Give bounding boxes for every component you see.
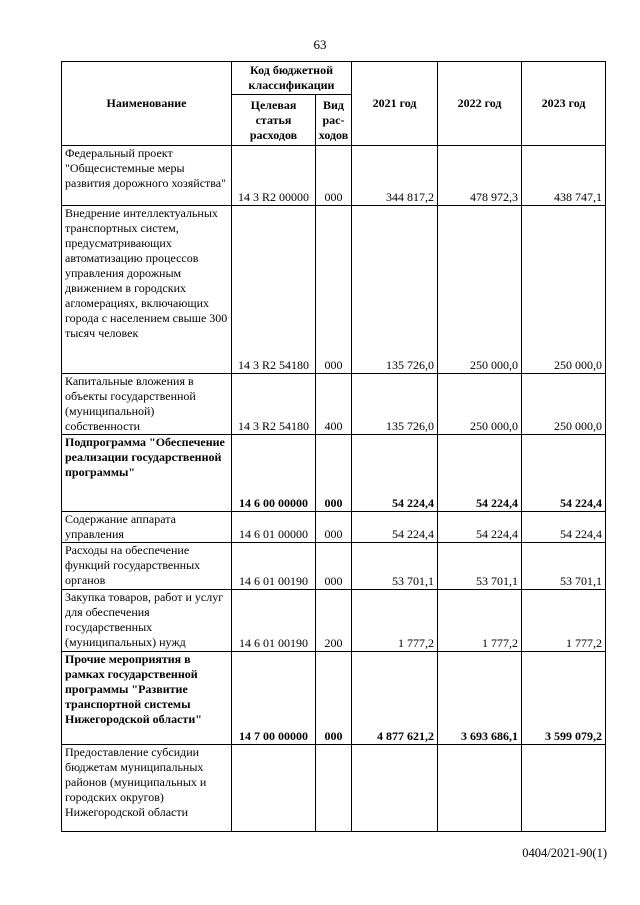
row-2021 xyxy=(352,745,438,832)
table-row xyxy=(62,745,606,832)
header-name: Наименование xyxy=(62,62,232,146)
header-kbk: Код бюджетной классификации xyxy=(232,62,352,95)
header-2021: 2021 год xyxy=(352,62,438,146)
row-vid: 000 xyxy=(316,652,352,745)
row-code: 14 6 00 00000 xyxy=(232,435,316,512)
row-2021: 135 726,0 xyxy=(352,374,438,435)
table-row xyxy=(62,543,606,590)
row-2021: 54 224,4 xyxy=(352,435,438,512)
row-name: Расходы на обеспечение функций государственных органов xyxy=(62,543,232,590)
row-2023: 53 701,1 xyxy=(522,543,606,590)
row-name: Федеральный проект "Общесистемные меры развития дорожного хозяйства" xyxy=(62,146,232,206)
row-2023: 3 599 079,2 xyxy=(522,652,606,745)
row-2023 xyxy=(522,745,606,832)
table-row xyxy=(62,512,606,543)
row-vid: 200 xyxy=(316,590,352,652)
table-row xyxy=(62,652,606,745)
row-2023: 250 000,0 xyxy=(522,374,606,435)
page-number: 63 xyxy=(313,37,327,52)
row-2022: 1 777,2 xyxy=(438,590,522,652)
row-code: 14 3 R2 54180 xyxy=(232,206,316,374)
row-2021: 135 726,0 xyxy=(352,206,438,374)
row-name: Закупка товаров, работ и услуг для обеспечения государственных (муниципальных) нужд xyxy=(62,590,232,652)
row-2022: 54 224,4 xyxy=(438,512,522,543)
row-2022: 3 693 686,1 xyxy=(438,652,522,745)
table-row xyxy=(62,206,606,374)
table-row xyxy=(62,146,606,206)
row-code: 14 3 R2 00000 xyxy=(232,146,316,206)
row-name: Внедрение интеллектуальных транспортных систем, предусматривающих автоматизацию процессов управления дорожным движением в городских агломерациях, включающих города с населением свыше 300 тысяч человек xyxy=(62,206,232,374)
row-vid: 400 xyxy=(316,374,352,435)
row-vid: 000 xyxy=(316,512,352,543)
table-row xyxy=(62,435,606,512)
row-code xyxy=(232,745,316,832)
row-2021: 53 701,1 xyxy=(352,543,438,590)
row-name: Подпрограмма "Обеспечение реализации государственной программы" xyxy=(62,435,232,512)
row-2021: 4 877 621,2 xyxy=(352,652,438,745)
table-row xyxy=(62,590,606,652)
row-name: Содержание аппарата управления xyxy=(62,512,232,543)
row-name: Предоставление субсидии бюджетам муниципальных районов (муниципальных и городских округов) Нижегородской области xyxy=(62,745,232,832)
header-2022: 2022 год xyxy=(438,62,522,146)
row-vid xyxy=(316,745,352,832)
row-2023: 54 224,4 xyxy=(522,435,606,512)
row-2022: 54 224,4 xyxy=(438,435,522,512)
row-2021: 344 817,2 xyxy=(352,146,438,206)
row-code: 14 6 01 00190 xyxy=(232,590,316,652)
budget-table xyxy=(61,61,606,832)
header-2023: 2023 год xyxy=(522,62,606,146)
row-2023: 54 224,4 xyxy=(522,512,606,543)
table-row xyxy=(62,374,606,435)
header-target: Целевая статья расходов xyxy=(232,95,316,146)
row-vid: 000 xyxy=(316,206,352,374)
header-vid: Вид рас-ходов xyxy=(316,95,352,146)
row-2023: 1 777,2 xyxy=(522,590,606,652)
row-vid: 000 xyxy=(316,543,352,590)
row-name: Капитальные вложения в объекты государственной (муниципальной) собственности xyxy=(62,374,232,435)
row-2022 xyxy=(438,745,522,832)
row-code: 14 6 01 00000 xyxy=(232,512,316,543)
row-2022: 53 701,1 xyxy=(438,543,522,590)
row-code: 14 7 00 00000 xyxy=(232,652,316,745)
row-2022: 250 000,0 xyxy=(438,206,522,374)
row-code: 14 6 01 00190 xyxy=(232,543,316,590)
row-2023: 438 747,1 xyxy=(522,146,606,206)
document-code: 0404/2021-90(1) xyxy=(522,846,607,860)
row-2022: 250 000,0 xyxy=(438,374,522,435)
row-name: Прочие мероприятия в рамках государственной программы "Развитие транспортной системы Нижегородской области" xyxy=(62,652,232,745)
row-2023: 250 000,0 xyxy=(522,206,606,374)
row-vid: 000 xyxy=(316,435,352,512)
row-2021: 1 777,2 xyxy=(352,590,438,652)
row-2022: 478 972,3 xyxy=(438,146,522,206)
row-code: 14 3 R2 54180 xyxy=(232,374,316,435)
row-vid: 000 xyxy=(316,146,352,206)
row-2021: 54 224,4 xyxy=(352,512,438,543)
